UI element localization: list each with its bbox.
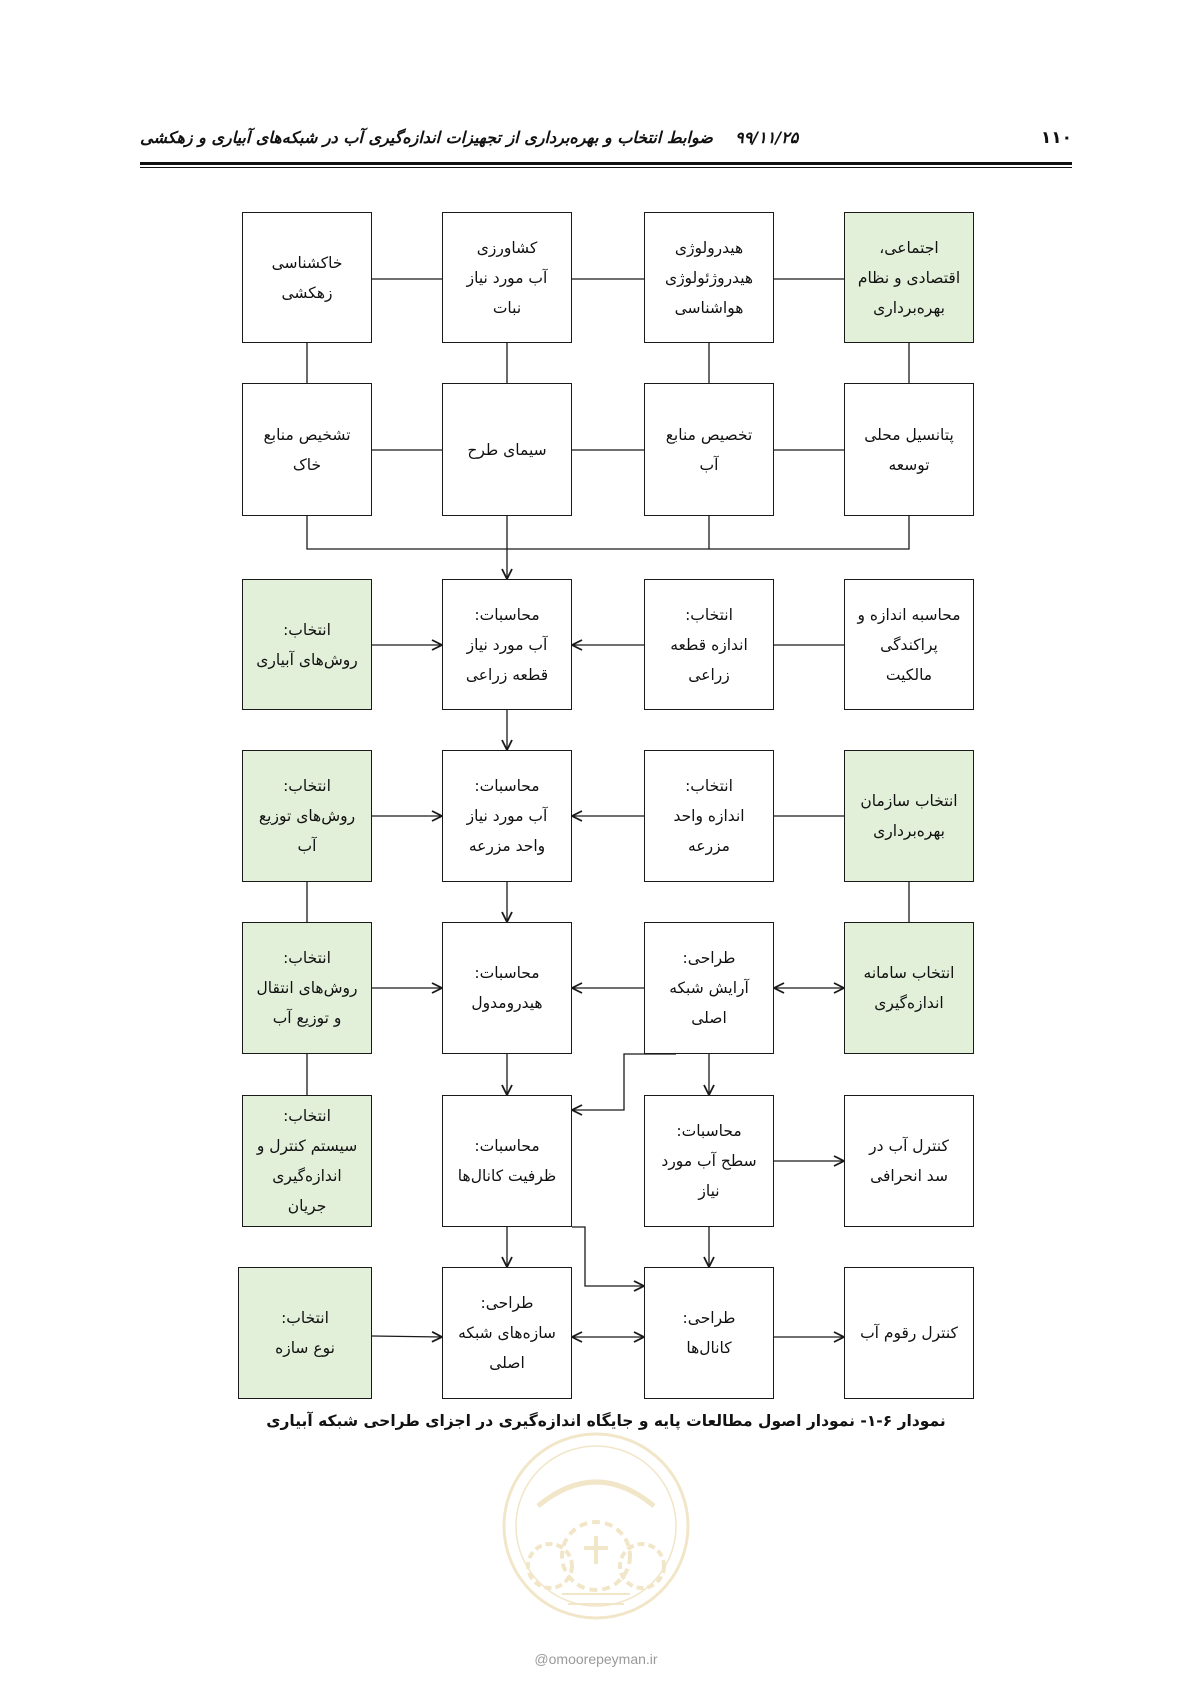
box-soil-resources: تشخیص منابع خاک — [242, 383, 372, 516]
box-distribution-method: انتخاب: روش‌های توزیع آب — [242, 750, 372, 882]
box-structures-design: طراحی: سازه‌های شبکه اصلی — [442, 1267, 572, 1399]
box-farm-water-calc: محاسبات: آب مورد نیاز واحد مزرعه — [442, 750, 572, 882]
box-agriculture: کشاورزی آب مورد نیاز نبات — [442, 212, 572, 343]
box-network-design: طراحی: آرایش شبکه اصلی — [644, 922, 774, 1054]
box-canal-capacity-calc: محاسبات: ظرفیت کانال‌ها — [442, 1095, 572, 1227]
box-social-economic: اجتماعی، اقتصادی و نظام بهره‌برداری — [844, 212, 974, 343]
box-water-allocation: تخصیص منابع آب — [644, 383, 774, 516]
running-title-code: ۹۹/۱۱/۲۵ — [735, 128, 799, 147]
box-flow-control-system: انتخاب: سیستم کنترل و اندازه‌گیری جریان — [242, 1095, 372, 1227]
box-soil-science: خاکشناسی زهکشی — [242, 212, 372, 343]
box-structure-type: انتخاب: نوع سازه — [238, 1267, 372, 1399]
box-operation-org: انتخاب سازمان بهره‌برداری — [844, 750, 974, 882]
box-irrigation-method: انتخاب: روش‌های آبیاری — [242, 579, 372, 710]
box-local-potential: پتانسیل محلی توسعه — [844, 383, 974, 516]
page-number: ۱۱۰ — [1040, 128, 1072, 148]
box-hydromodule-calc: محاسبات: هیدرومدول — [442, 922, 572, 1054]
box-transfer-method: انتخاب: روش‌های انتقال و توزیع آب — [242, 922, 372, 1054]
figure-caption: نمودار ۶-۱- نمودار اصول مطالعات پایه و جایگاه اندازه‌گیری در اجزای طراحی شبکه آبیاری — [266, 1412, 946, 1430]
box-water-level-control: کنترل رقوم آب — [844, 1267, 974, 1399]
box-ownership-calc: محاسبه اندازه و پراکندگی مالکیت — [844, 579, 974, 710]
box-canal-design: طراحی: کانال‌ها — [644, 1267, 774, 1399]
box-plot-size: انتخاب: اندازه قطعه زراعی — [644, 579, 774, 710]
watermark-url: @omoorepeyman.ir — [534, 1651, 658, 1667]
bus-right — [507, 516, 909, 549]
arrow-capacity-to-canaldesign — [572, 1227, 644, 1286]
box-water-level-calc: محاسبات: سطح آب مورد نیاز — [644, 1095, 774, 1227]
box-measurement-system: انتخاب سامانه اندازه‌گیری — [844, 922, 974, 1054]
bus-left — [307, 516, 507, 549]
box-farm-size: انتخاب: اندازه واحد مزرعه — [644, 750, 774, 882]
watermark-seal-icon — [498, 1428, 694, 1624]
box-project-layout: سیمای طرح — [442, 383, 572, 516]
box-diversion-control: کنترل آب در سد انحرافی — [844, 1095, 974, 1227]
arrow-structtype-to-structures — [372, 1336, 442, 1337]
box-plot-water-calc: محاسبات: آب مورد نیاز قطعه زراعی — [442, 579, 572, 710]
running-title-text: ضوابط انتخاب و بهره‌برداری از تجهیزات اندازه‌گیری آب در شبکه‌های آبیاری و زهکشی — [140, 128, 713, 147]
box-hydrology: هیدرولوژی هیدروژئولوژی هواشناسی — [644, 212, 774, 343]
